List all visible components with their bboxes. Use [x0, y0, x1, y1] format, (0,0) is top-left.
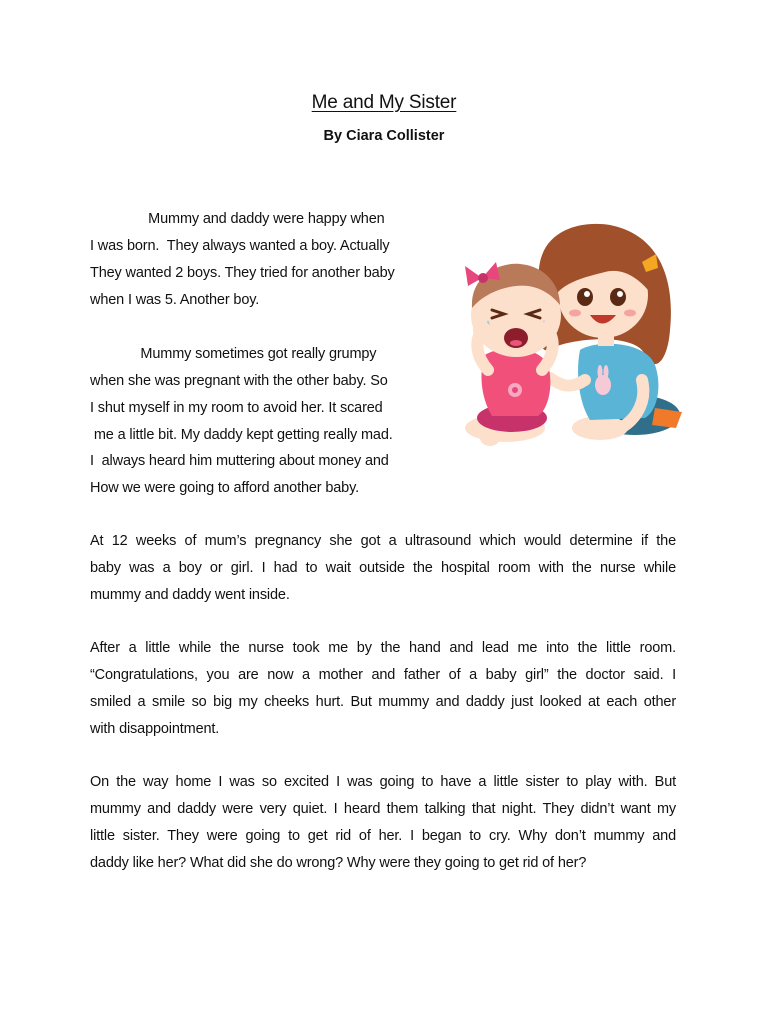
- paragraph-4-line: After a little while the nurse took me by the hand and lead me into the little room.: [90, 640, 676, 656]
- paragraph-1-line: They wanted 2 boys. They tried for another baby: [90, 265, 395, 281]
- paragraph-1-line: I was born. They always wanted a boy. Actually: [90, 238, 390, 254]
- paragraph-2-line: I always heard him muttering about money and: [90, 453, 389, 469]
- paragraph-4-line: with disappointment.: [90, 721, 220, 737]
- paragraph-3-line: baby was a boy or girl. I had to wait outside the hospital room with the nurse while: [90, 560, 676, 576]
- paragraph-3-line: At 12 weeks of mum’s pregnancy she got a ultrasound which would determine if the: [90, 533, 676, 549]
- paragraph-2-line: Mummy sometimes got really grumpy: [90, 346, 377, 362]
- paragraph-4-line: “Congratulations, you are now a mother and father of a baby girl” the doctor said. I: [90, 667, 676, 683]
- paragraph-1-line: when I was 5. Another boy.: [90, 292, 260, 308]
- author-byline: By Ciara Collister: [323, 128, 445, 144]
- paragraph-5-line: little sister. They were going to get rid of her. I began to cry. Why don’t mummy and: [90, 828, 676, 844]
- paragraph-5-line: On the way home I was so excited I was going to have a little sister to play with. But: [90, 774, 676, 790]
- paragraph-2-line: when she was pregnant with the other baby. So: [90, 373, 388, 389]
- document-title: Me and My Sister: [311, 92, 457, 113]
- paragraph-5-line: mummy and daddy were very quiet. I heard them talking that night. They didn’t want my: [90, 801, 676, 817]
- paragraph-2-line: I shut myself in my room to avoid her. It scared: [90, 400, 383, 416]
- paragraph-2-line: me a little bit. My daddy kept getting really mad.: [90, 427, 393, 443]
- paragraph-4-line: smiled a smile so big my cheeks hurt. But mummy and daddy just looked at each other: [90, 694, 676, 710]
- paragraph-5-line: daddy like her? What did she do wrong? Why were they going to get rid of her?: [90, 855, 587, 871]
- two-sisters-illustration-icon: [420, 180, 720, 480]
- paragraph-3-line: mummy and daddy went inside.: [90, 587, 290, 603]
- paragraph-2-line: How we were going to afford another baby.: [90, 480, 359, 496]
- paragraph-1-line: Mummy and daddy were happy when: [90, 211, 385, 227]
